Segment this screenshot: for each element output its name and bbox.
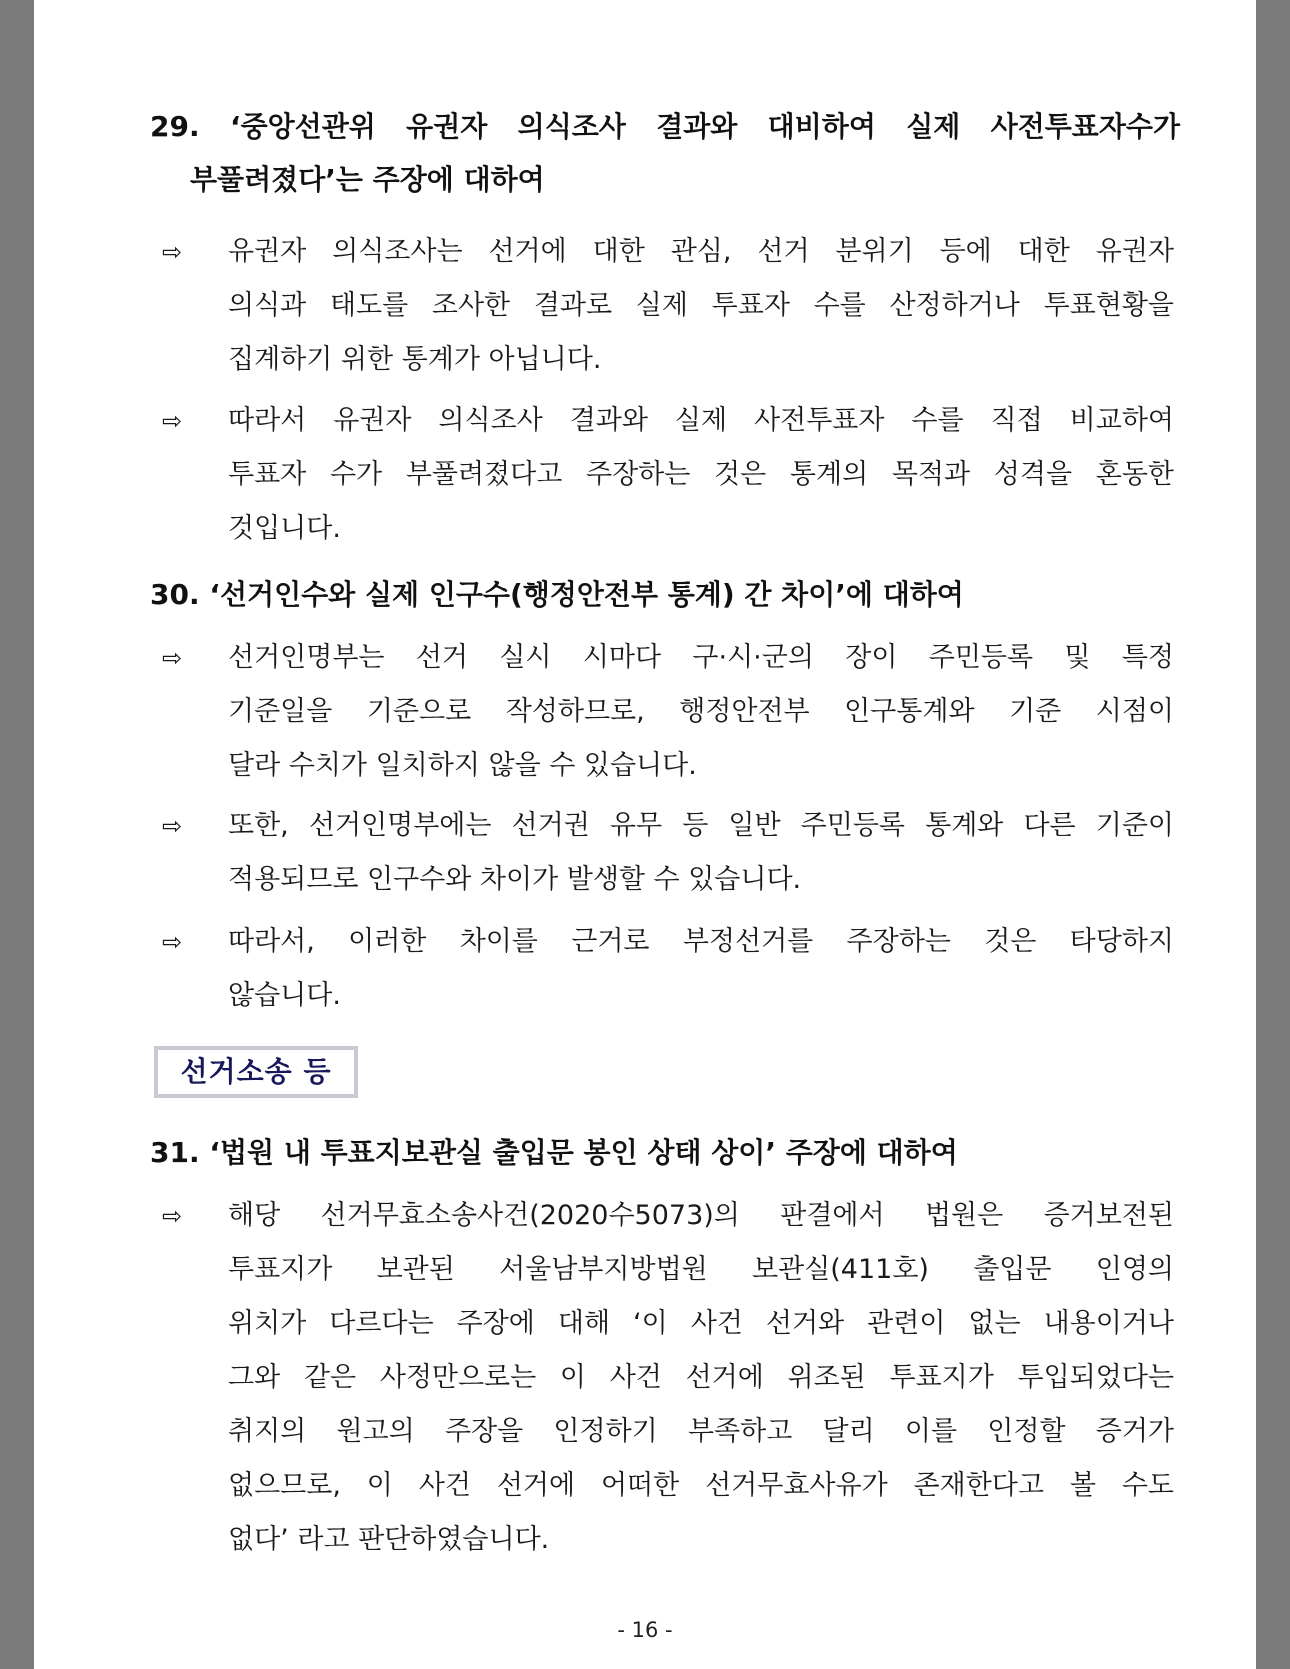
heading-line: 29. ‘중앙선관위 유권자 의식조사 결과와 대비하여 실제 사전투표자수가 xyxy=(150,110,1180,143)
bullet-item xyxy=(162,394,1174,556)
bullet-line: 의식과 태도를 조사한 결과로 실제 투표자 수를 산정하거나 투표현황을 xyxy=(228,290,1174,321)
arrow-icon: ⇨ xyxy=(162,928,183,956)
section-heading-29 xyxy=(150,100,1180,206)
bullet-line: 따라서, 이러한 차이를 근거로 부정선거를 주장하는 것은 타당하지 xyxy=(228,926,1174,957)
bullet-line: 유권자 의식조사는 선거에 대한 관심, 선거 분위기 등에 대한 유권자 xyxy=(228,236,1174,267)
page-content xyxy=(34,0,1256,1669)
heading-line: 30. ‘선거인수와 실제 인구수(행정안전부 통계) 간 차이’에 대하여 xyxy=(150,578,964,611)
section-heading-30 xyxy=(150,568,1180,621)
arrow-icon: ⇨ xyxy=(162,644,183,672)
bullet-line: 따라서 유권자 의식조사 결과와 실제 사전투표자 수를 직접 비교하여 xyxy=(228,405,1174,436)
bullet-line: 해당 선거무효소송사건(2020수5073)의 판결에서 법원은 증거보전된 xyxy=(228,1200,1174,1231)
bullet-item xyxy=(162,225,1174,387)
bullet-line: 선거인명부는 선거 실시 시마다 구·시·군의 장이 주민등록 및 특정 xyxy=(228,642,1174,673)
section-label-box: 선거소송 등 xyxy=(154,1046,358,1098)
arrow-icon: ⇨ xyxy=(162,407,183,435)
bullet-line: 그와 같은 사정만으로는 이 사건 선거에 위조된 투표지가 투입되었다는 xyxy=(228,1362,1174,1393)
bullet-line: 적용되므로 인구수와 차이가 발생할 수 있습니다. xyxy=(228,864,802,895)
heading-line: 31. ‘법원 내 투표지보관실 출입문 봉인 상태 상이’ 주장에 대하여 xyxy=(150,1136,958,1169)
bullet-line: 달라 수치가 일치하지 않을 수 있습니다. xyxy=(228,750,697,781)
bullet-item xyxy=(162,915,1174,1023)
bullet-line: 위치가 다르다는 주장에 대해 ‘이 사건 선거와 관련이 없는 내용이거나 xyxy=(228,1308,1174,1339)
bullet-line: 투표지가 보관된 서울남부지방법원 보관실(411호) 출입문 인영의 xyxy=(228,1254,1174,1285)
section-heading-31 xyxy=(150,1126,1180,1179)
bullet-line: 또한, 선거인명부에는 선거권 유무 등 일반 주민등록 통계와 다른 기준이 xyxy=(228,810,1174,841)
bullet-line: 취지의 원고의 주장을 인정하기 부족하고 달리 이를 인정할 증거가 xyxy=(228,1416,1174,1447)
bullet-line: 것입니다. xyxy=(228,513,341,544)
bullet-item xyxy=(162,1189,1174,1567)
heading-line: 부풀려졌다’는 주장에 대하여 xyxy=(190,163,545,196)
bullet-line: 집계하기 위한 통계가 아닙니다. xyxy=(228,344,602,375)
bullet-line: 없으므로, 이 사건 선거에 어떠한 선거무효사유가 존재한다고 볼 수도 xyxy=(228,1470,1174,1501)
bullet-line: 투표자 수가 부풀려졌다고 주장하는 것은 통계의 목적과 성격을 혼동한 xyxy=(228,459,1174,490)
arrow-icon: ⇨ xyxy=(162,1202,183,1230)
bullet-line: 없다’ 라고 판단하였습니다. xyxy=(228,1524,550,1555)
bullet-line: 기준일을 기준으로 작성하므로, 행정안전부 인구통계와 기준 시점이 xyxy=(228,696,1174,727)
page-number: - 16 - xyxy=(617,1618,673,1642)
arrow-icon: ⇨ xyxy=(162,238,183,266)
document-page xyxy=(34,0,1256,1669)
bullet-line: 않습니다. xyxy=(228,980,341,1011)
bullet-item xyxy=(162,799,1174,907)
bullet-item xyxy=(162,631,1174,793)
arrow-icon: ⇨ xyxy=(162,812,183,840)
